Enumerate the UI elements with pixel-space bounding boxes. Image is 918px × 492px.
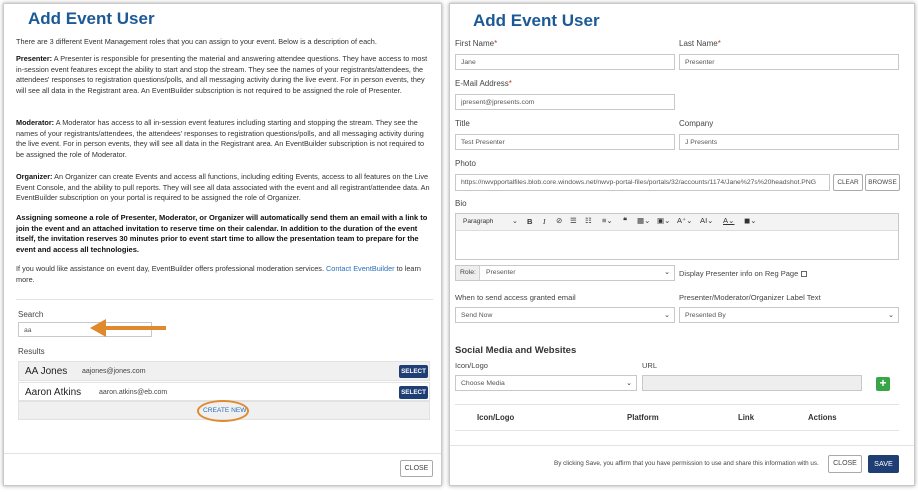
moderator-term: Moderator: <box>16 118 55 127</box>
footer-consent-text: By clicking Save, you affirm that you have permission to use and share this information with us. <box>554 460 819 467</box>
bold-icon[interactable]: B <box>527 217 533 226</box>
first-name-label-text: First Name <box>455 39 495 48</box>
photo-label: Photo <box>455 159 476 168</box>
presenter-term: Presenter: <box>16 54 53 63</box>
display-presenter-info <box>679 269 807 278</box>
media-icon[interactable]: ▣⌄ <box>657 216 671 225</box>
result-row[interactable] <box>18 361 430 381</box>
organizer-text: An Organizer can create Events and access all functions, including editing Events, access to all features on the Live Event Console, and the ability to pull reports. They will see all data associated with the event and all registrant/attendee data. An EventBuilder subscription on your portal is required to be assigned the role of Organizer. <box>16 172 430 203</box>
first-name-field[interactable]: Jane <box>455 54 675 70</box>
title-field[interactable]: Test Presenter <box>455 134 675 150</box>
email-field[interactable]: jpresent@jpresents.com <box>455 94 675 110</box>
dialog-title: Add Event User <box>28 9 155 28</box>
arrow-head <box>90 319 106 337</box>
label-text-value: Presented By <box>685 312 726 319</box>
bio-editor[interactable] <box>455 213 899 260</box>
numbered-list-icon[interactable]: ☷ <box>585 216 592 225</box>
chevron-down-icon: ⌄ <box>512 218 518 225</box>
intro-text: There are 3 different Event Management roles that you can assign to your event. Below is a description of each. <box>16 37 377 46</box>
search-label: Search <box>18 310 44 319</box>
required-mark: * <box>494 39 498 48</box>
editor-toolbar <box>456 214 898 231</box>
chevron-down-icon: ⌄ <box>888 312 894 319</box>
presenter-description <box>16 54 433 96</box>
first-name-label <box>455 39 497 48</box>
role-select[interactable] <box>455 265 675 281</box>
notice-text: Assigning someone a role of Presenter, Moderator, or Organizer will automatically send them an email with a link to join the event and an attached invitation to reserve time on their calendar. In addition to the duration of the event itself, the invitation reserves 30 minutes prior to event start time to allow the presentation team to prepare for the event and access all technologies. <box>16 213 428 255</box>
text-style-icon[interactable]: AI⌄ <box>700 216 714 225</box>
table-icon[interactable]: ▦⌄ <box>637 216 651 225</box>
send-email-label: When to send access granted email <box>455 293 576 302</box>
create-new-link[interactable]: CREATE NEW <box>203 407 247 414</box>
send-email-select[interactable] <box>455 307 675 323</box>
required-mark: * <box>508 79 512 88</box>
organizer-description <box>16 172 433 204</box>
title-label: Title <box>455 119 470 128</box>
send-email-value: Send Now <box>461 312 493 319</box>
close-button[interactable]: CLOSE <box>400 460 433 477</box>
save-button[interactable]: SAVE <box>868 455 899 473</box>
url-field[interactable] <box>642 375 862 391</box>
add-event-user-dialog-left <box>3 3 442 486</box>
table-header-actions: Actions <box>808 413 837 422</box>
presenter-text: A Presenter is responsible for presenting the material and answering attendee questions. They have access to most in-session event features except the ability to start and stop the stream. They see the names of your registrants/attendees, the attendees' responses to registration questions/polls, and all messaging activity during the live event. For in person events, they will see all data in the Registrant area. An EventBuilder subscription is not required to be assigned the role of Presenter. <box>16 54 428 95</box>
paragraph-format-select[interactable]: Paragraph <box>463 218 494 225</box>
display-presenter-info-checkbox[interactable] <box>801 271 807 277</box>
table-bottom-divider <box>455 430 899 431</box>
select-button[interactable]: SELECT <box>399 365 428 378</box>
select-button[interactable]: SELECT <box>399 386 428 399</box>
results-label: Results <box>18 347 45 356</box>
italic-icon[interactable]: I <box>543 217 546 226</box>
align-icon[interactable]: ≡⌄ <box>602 216 613 225</box>
result-name: Aaron Atkins <box>25 387 82 398</box>
url-label: URL <box>642 361 658 370</box>
contact-eventbuilder-link[interactable]: Contact EventBuilder <box>326 264 395 273</box>
result-name: AA Jones <box>25 366 68 377</box>
add-event-user-dialog-right <box>449 3 915 486</box>
last-name-label-text: Last Name <box>679 39 718 48</box>
highlight-icon[interactable]: ◼⌄ <box>744 216 757 225</box>
result-row[interactable] <box>18 382 430 401</box>
email-label <box>455 79 512 88</box>
close-button[interactable]: CLOSE <box>828 455 862 473</box>
browse-button[interactable]: BROWSE <box>865 174 900 191</box>
result-email: aajones@jones.com <box>82 368 146 375</box>
chevron-down-icon: ⌄ <box>664 312 670 319</box>
company-field[interactable]: J Presents <box>679 134 899 150</box>
clear-button[interactable]: CLEAR <box>833 174 863 191</box>
font-size-icon[interactable]: A⁺⌄ <box>677 216 693 225</box>
footer-divider <box>450 445 915 446</box>
add-social-button[interactable]: + <box>876 377 890 391</box>
last-name-field[interactable]: Presenter <box>679 54 899 70</box>
organizer-term: Organizer: <box>16 172 53 181</box>
chevron-down-icon: ⌄ <box>626 380 632 387</box>
table-header-link: Link <box>738 413 755 422</box>
link-icon[interactable]: ⊘ <box>556 216 563 225</box>
role-value: Presenter <box>486 269 516 276</box>
chevron-down-icon: ⌄ <box>664 269 670 276</box>
choose-media-select[interactable] <box>455 375 637 391</box>
font-color-icon[interactable]: A⌄ <box>723 216 735 225</box>
table-top-divider <box>455 404 899 405</box>
moderator-description <box>16 118 433 160</box>
moderator-text: A Moderator has access to all in-session event features including starting and stopping the stream. They see the names of your registrants/attendees, the attendees' responses to registration questions/polls, and all messaging activity during the live event. For in person events, they will see all data in the Registrant area. An EventBuilder subscription is not required to be assigned the role of Moderator. <box>16 118 425 159</box>
icon-logo-label: Icon/Logo <box>455 361 488 370</box>
label-text-select[interactable] <box>679 307 899 323</box>
bullet-list-icon[interactable]: ☰ <box>570 216 577 225</box>
quote-icon[interactable]: ❝ <box>623 216 628 225</box>
role-label: Role: <box>456 266 480 280</box>
assistance-text <box>16 264 433 285</box>
result-email: aaron.atkins@eb.com <box>99 389 168 396</box>
footer-divider <box>4 453 442 454</box>
table-header-platform: Platform <box>627 413 659 422</box>
social-heading: Social Media and Websites <box>455 345 577 356</box>
email-label-text: E-Mail Address <box>455 79 509 88</box>
company-label: Company <box>679 119 714 128</box>
bio-label: Bio <box>455 199 467 208</box>
assistance-body: If you would like assistance on event day, EventBuilder offers professional moderation services. <box>16 264 327 273</box>
search-input[interactable]: aa <box>18 322 152 337</box>
dialog-title: Add Event User <box>473 11 600 30</box>
photo-url-field[interactable]: https://nwvpportalfiles.blob.core.windows.net/nwvp-portal-files/portals/32/accounts/1174/Jane%27s%20headshot.PNG <box>455 174 830 191</box>
divider <box>16 299 433 300</box>
display-presenter-info-label: Display Presenter info on Reg Page <box>679 269 799 278</box>
choose-media-value: Choose Media <box>461 380 505 387</box>
orange-arrow-icon <box>88 317 168 339</box>
assistance-tail: to learn more. <box>16 264 421 284</box>
last-name-label <box>679 39 721 48</box>
required-mark: * <box>717 39 721 48</box>
label-text-label: Presenter/Moderator/Organizer Label Text <box>679 293 821 302</box>
table-header-icon-logo: Icon/Logo <box>477 413 515 422</box>
